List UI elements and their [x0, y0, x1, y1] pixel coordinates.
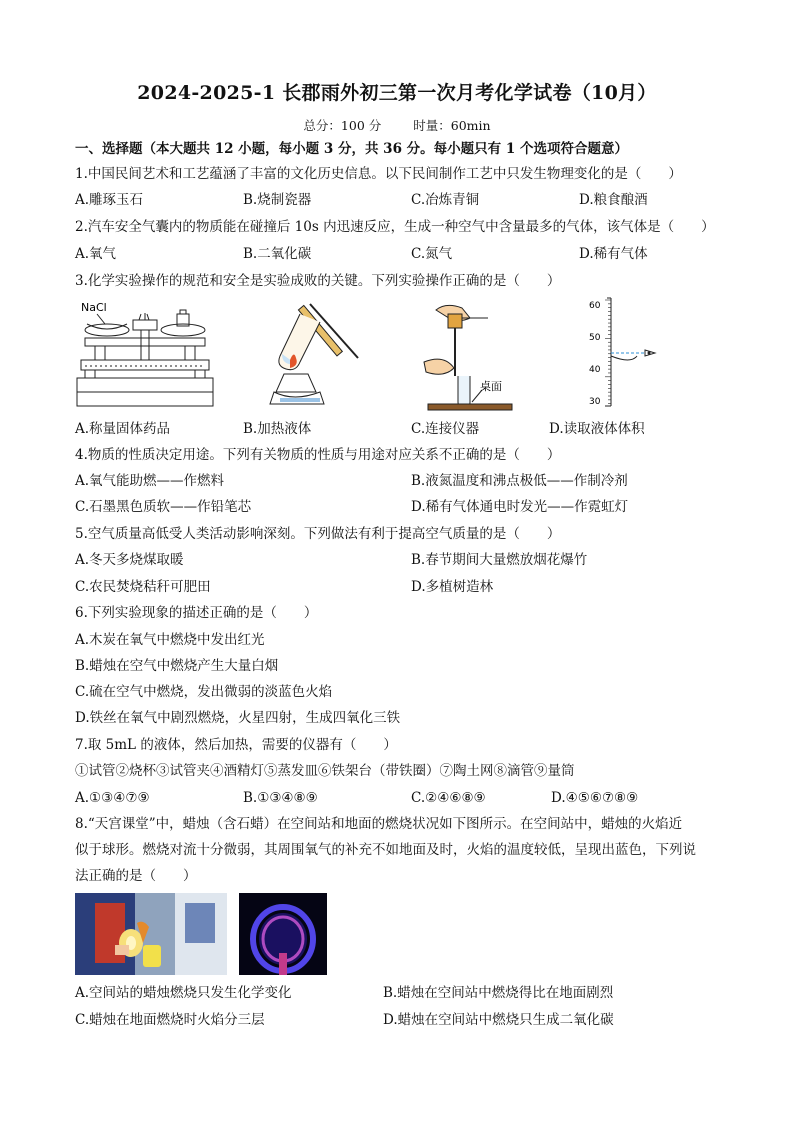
- q4-option-c: C.石墨黑色质软——作铅笔芯: [75, 499, 252, 515]
- q5-stem: 5.空气质量高低受人类活动影响深刻。下列做法有利于提高空气质量的是（ ）: [75, 526, 561, 542]
- q4-option-a: A.氧气能助燃——作燃料: [75, 473, 225, 489]
- tick-60: 60: [589, 301, 601, 311]
- q8-option-c: C.蜡烛在地面燃烧时火焰分三层: [75, 1012, 265, 1028]
- section-heading: 一、选择题（本大题共 12 小题，每小题 3 分，共 36 分。每小题只有 1 个选项符合题意）: [75, 141, 628, 157]
- nacl-label: NaCl: [81, 301, 107, 314]
- time-limit: 时量：60min: [413, 118, 491, 133]
- blue-flame-photo: [239, 893, 327, 975]
- q8-option-b: B.蜡烛在空间站中燃烧得比在地面剧烈: [383, 985, 614, 1001]
- q2-option-c: C.氮气: [411, 246, 453, 262]
- q8-stem-line2: 似于球形。燃烧对流十分微弱，其周围氧气的补充不如地面及时，火焰的温度较低，呈现出蓝色，下列说: [75, 842, 696, 858]
- q8-stem-line3: 法正确的是（ ）: [75, 868, 197, 884]
- q4-stem: 4.物质的性质决定用途。下列有关物质的性质与用途对应关系不正确的是（ ）: [75, 447, 561, 463]
- q6-option-a: A.木炭在氧气中燃烧中发出红光: [75, 632, 265, 648]
- space-station-candle-photo: [75, 893, 227, 975]
- q6-stem: 6.下列实验现象的描述正确的是（ ）: [75, 605, 318, 621]
- q8-option-d: D.蜡烛在空间站中燃烧只生成二氧化碳: [383, 1012, 614, 1028]
- q7-option-c: C.②④⑥⑧⑨: [411, 790, 486, 806]
- q2-option-d: D.稀有气体: [579, 246, 648, 262]
- q7-option-b: B.①③④⑧⑨: [243, 790, 318, 806]
- q7-apparatus-list: ①试管②烧杯③试管夹④酒精灯⑤蒸发皿⑥铁架台（带铁圈）⑦陶土网⑧滴管⑨量筒: [75, 763, 575, 779]
- tick-30: 30: [589, 397, 601, 407]
- tick-40: 40: [589, 365, 601, 375]
- q6-option-c: C.硫在空气中燃烧，发出微弱的淡蓝色火焰: [75, 684, 333, 700]
- q4-option-d: D.稀有气体通电时发光——作霓虹灯: [411, 499, 629, 515]
- q1-option-a: A.雕琢玉石: [75, 192, 144, 208]
- graduated-cylinder-figure: [585, 296, 665, 414]
- cylinder-ticks: [605, 300, 611, 404]
- q1-option-b: B.烧制瓷器: [243, 192, 312, 208]
- q5-option-c: C.农民焚烧秸秆可肥田: [75, 579, 211, 595]
- balance-figure: [75, 298, 215, 413]
- q1-stem: 1.中国民间艺术和工艺蕴涵了丰富的文化历史信息。以下民间制作工艺中只发生物理变化的是（ ）: [75, 166, 682, 182]
- q7-option-a: A.①③④⑦⑨: [75, 790, 150, 806]
- tick-50: 50: [589, 333, 601, 343]
- q8-stem-line1: 8.“天宫课堂”中，蜡烛（含石蜡）在空间站和地面的燃烧状况如下图所示。在空间站中，蜡烛的火焰近: [75, 816, 683, 832]
- q3-stem: 3.化学实验操作的规范和安全是实验成败的关键。下列实验操作正确的是（ ）: [75, 273, 561, 289]
- q3-option-d: D.读取液体体积: [549, 421, 645, 437]
- q6-option-d: D.铁丝在氧气中剧烈燃烧，火星四射，生成四氧化三铁: [75, 710, 401, 726]
- desk-label: 桌面: [480, 380, 502, 393]
- q3-option-b: B.加热液体: [243, 421, 312, 437]
- q3-option-a: A.称量固体药品: [75, 421, 171, 437]
- q4-option-b: B.液氮温度和沸点极低——作制冷剂: [411, 473, 628, 489]
- total-score: 总分：100 分: [303, 118, 382, 133]
- q8-option-a: A.空间站的蜡烛燃烧只发生化学变化: [75, 985, 292, 1001]
- q2-option-b: B.二氧化碳: [243, 246, 312, 262]
- q2-option-a: A.氧气: [75, 246, 117, 262]
- heating-liquid-figure: [262, 296, 372, 414]
- q3-option-c: C.连接仪器: [411, 421, 480, 437]
- q5-option-a: A.冬天多烧煤取暖: [75, 552, 184, 568]
- q7-option-d: D.④⑤⑥⑦⑧⑨: [551, 790, 639, 806]
- q1-option-c: C.冶炼青铜: [411, 192, 480, 208]
- q6-option-b: B.蜡烛在空气中燃烧产生大量白烟: [75, 658, 279, 674]
- exam-info: [0, 116, 794, 134]
- q2-stem: 2.汽车安全气囊内的物质能在碰撞后 10s 内迅速反应，生成一种空气中含量最多的气体，该气体是（ ）: [75, 219, 715, 235]
- connect-apparatus-figure: [418, 296, 518, 414]
- q1-option-d: D.粮食酿酒: [579, 192, 648, 208]
- page-title: 2024-2025-1 长郡雨外初三第一次月考化学试卷（10月）: [137, 82, 657, 104]
- q5-option-b: B.春节期间大量燃放烟花爆竹: [411, 552, 588, 568]
- q5-option-d: D.多植树造林: [411, 579, 494, 595]
- q7-stem: 7.取 5mL 的液体，然后加热，需要的仪器有（ ）: [75, 737, 397, 753]
